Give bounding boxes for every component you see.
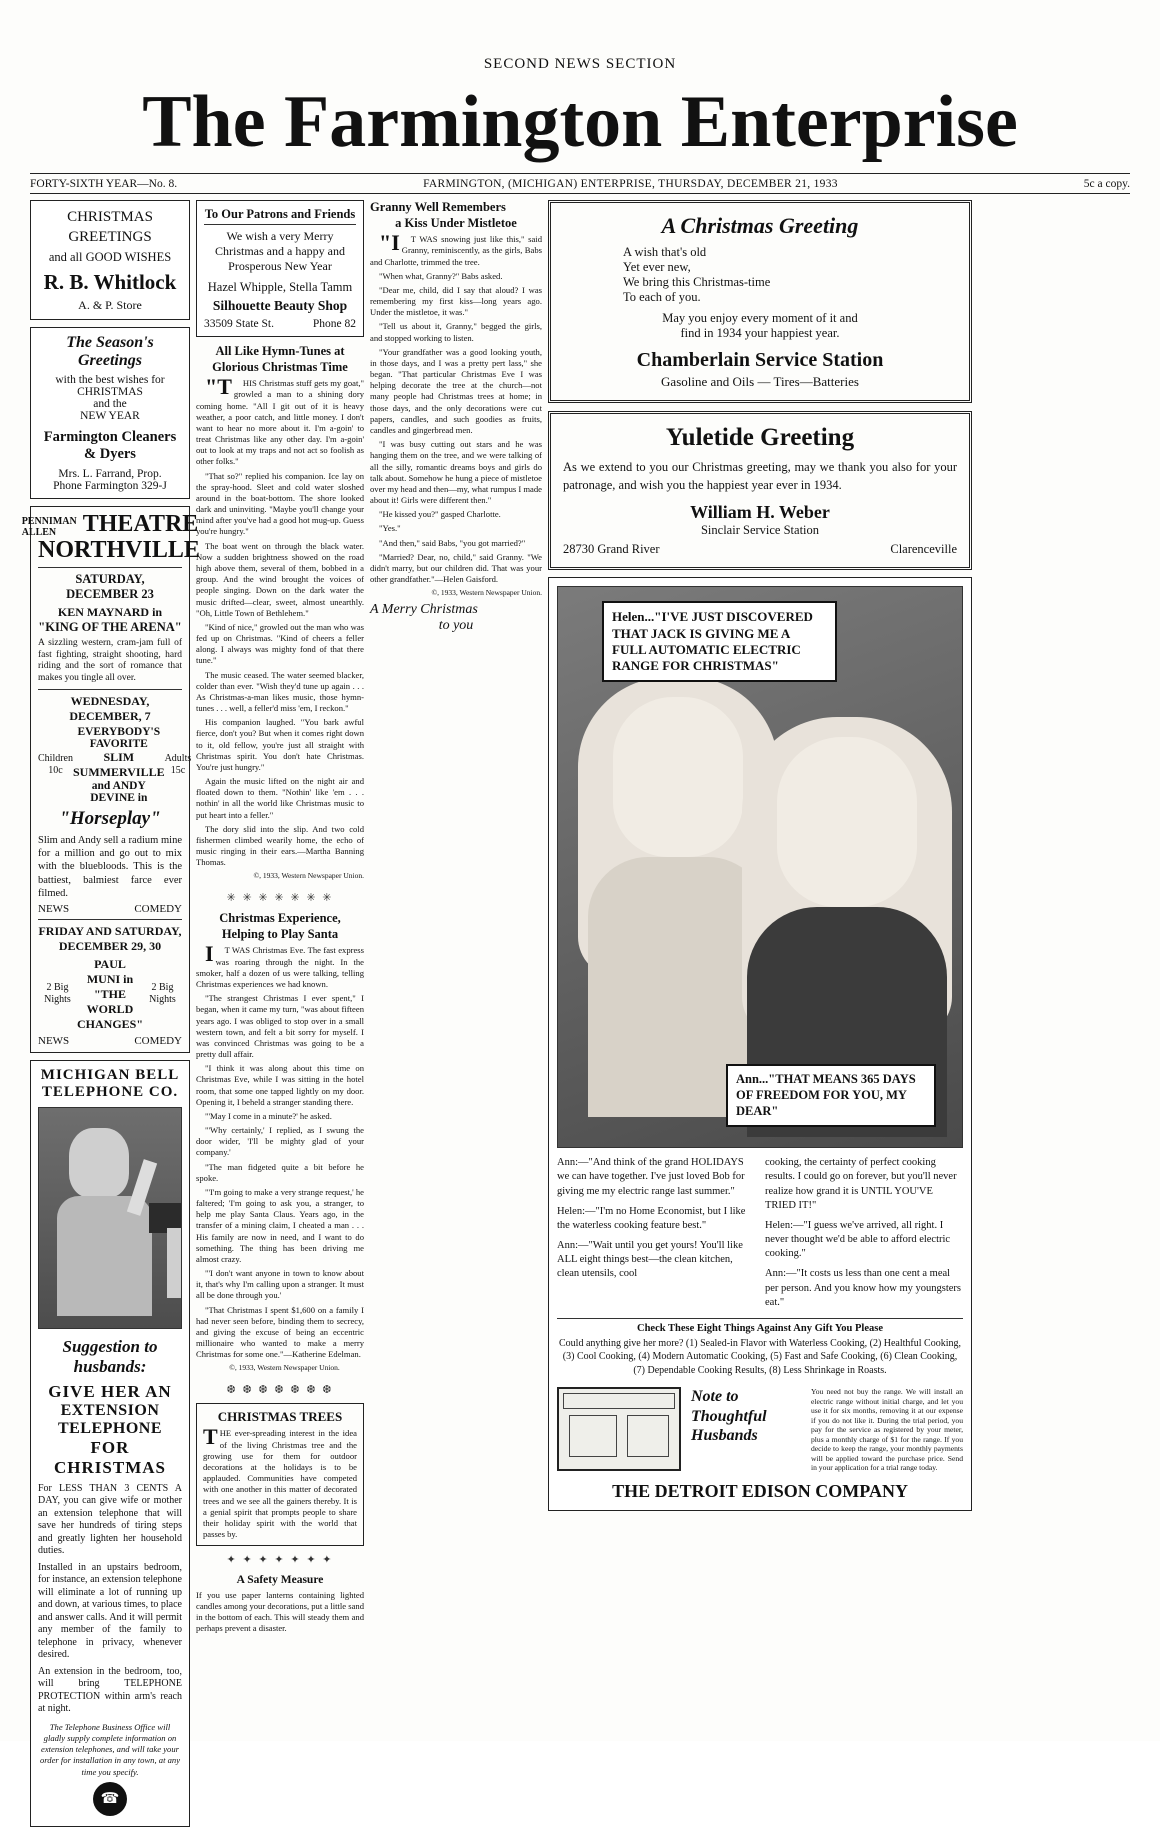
adults-label: Adults [164, 753, 192, 765]
cleaners-line-2: and the [93, 397, 127, 410]
theatre-news-1: NEWS [38, 902, 70, 915]
edison-footer [557, 1387, 963, 1472]
patrons-head: To Our Patrons and Friends [204, 207, 356, 225]
electric-range-icon [557, 1387, 681, 1471]
whitlock-name: R. B. Whitlock [43, 269, 177, 294]
theatre-fav: EVERYBODY'S FAVORITE [77, 726, 161, 751]
bell-company-line-1: MICHIGAN BELL [40, 1066, 180, 1083]
edison-photo [557, 586, 963, 1148]
cleaners-name: Farmington Cleaners & Dyers [43, 428, 177, 462]
bubble-ann: Ann..."THAT MEANS 365 DAYS OF FREEDOM FOR YOU, MY DEAR" [726, 1064, 936, 1127]
dateline-center: FARMINGTON, (MICHIGAN) ENTERPRISE, THURSDAY, DECEMBER 21, 1933 [423, 178, 838, 190]
ornament-divider-3: ✦ ✦ ✦ ✦ ✦ ✦ ✦ [226, 1554, 334, 1567]
hymn-p3: The boat went on through the black water. Now a sudden brightness showed on the road high above them, several of them, bobbed in a group. And the wind brought the voices of people singing. Down on the dark water the music drifted—clear, sweet, almost unearthly. "Oh, Little Town of Bethlehem." [196, 540, 364, 618]
weber-addr-right: Clarenceville [890, 542, 957, 557]
story-trees [196, 1403, 364, 1546]
edison-dlg-5: Helen:—"I guess we've arrived, all right. I never thought we'd be able to afford electric cooking." [765, 1219, 951, 1260]
masthead-title: The Farmington Enterprise [142, 81, 1018, 163]
ornament-divider-2: ❆ ❆ ❆ ❆ ❆ ❆ ❆ [226, 1384, 334, 1397]
cleaners-line-1: with the best wishes for CHRISTMAS [55, 373, 165, 398]
theatre-star-2b: and ANDY DEVINE in [90, 780, 148, 805]
tel-para-3: An extension in the bedroom, too, will bring TELEPHONE PROTECTION within arm's reach at night. [38, 1665, 182, 1715]
hymn-p5: The music ceased. The water seemed blacker, colder than ever. "Wish they'd tune up again . . . As Christmas-a-man likes music, those hymn-tunes . . . well, a feller'd miss 'em, I reckon." [196, 669, 364, 714]
santa-p8: "'I don't want anyone in town to know about it, that's why I'm calling upon a stranger. It must all be done through you.' [196, 1268, 364, 1301]
hymn-p8: The dory slid into the slip. And two cold fishermen climbed wearily home, the echo of music ringing in their ears.—Martha Banning Thomas. [196, 823, 364, 868]
hymn-p1: "THIS Christmas stuff gets my goat," growled a man to a shining dory coming home. "All I git out of it is heavy weather, a poor catch, and little money. I don't want to hear no more about it. I'm a-goin' to treat Christmas like any other day. I'm a-goin' out to look at my traps and not act so foolish as other folks." [196, 374, 364, 467]
chamberlain-sub: Gasoline and Oils — Tires—Batteries [661, 374, 859, 389]
patrons-line-3: Prosperous New Year [228, 259, 332, 273]
edison-dlg-1: Ann:—"And think of the grand HOLIDAYS we can have together. I've just loved Bob for giving me my electric range last summer." [557, 1157, 745, 1197]
ad-weber [548, 411, 972, 570]
hymn-p4: "Kind of nice," growled out the man who was fed up on Christmas. "Kind of cheers a feller along. I always was mighty fond of that there tune." [196, 621, 364, 666]
patrons-address: 33509 State St. [204, 318, 274, 330]
column-3 [370, 200, 542, 634]
edison-company: THE DETROIT EDISON COMPANY [612, 1480, 908, 1501]
granny-p10: "Married? Dear, no, child," said Granny. "We didn't marry, but our children did. That was your other grandfather."—Helen Gaisford. [370, 551, 542, 585]
merry-line-1: A Merry Christmas [370, 601, 478, 617]
edison-dlg-4: cooking, the certainty of perfect cooking results. I could go on forever, but you'll never realize how grand it is UNTIL YOU'VE TRIED IT!" [765, 1157, 957, 1211]
theatre-adults-price [165, 753, 192, 777]
theatre-comedy-1: COMEDY [134, 902, 182, 915]
ad-detroit-edison [548, 577, 972, 1511]
ad-theatre [21, 506, 200, 1053]
tel-para-2: Installed in an upstairs bedroom, for instance, an extension telephone will eliminate a lot of running up and down, at various times, to place and answer calls. And it will permit any member of the family to telephone in privacy, whenever desired. [38, 1561, 182, 1661]
theatre-star-3: PAUL MUNI in [86, 956, 134, 986]
granny-p3: "Dear me, child, did I say that aloud? I was remembering my first kiss—long years ago. Under the mistletoe, it was." [370, 284, 542, 318]
tel-head-2: EXTENSION TELEPHONE [57, 1401, 163, 1437]
hymn-head-2: Glorious Christmas Time [212, 359, 348, 374]
theatre-children-price [38, 753, 73, 777]
chamberlain-l5: May you enjoy every moment of it and [662, 311, 858, 325]
weber-sub: Sinclair Service Station [700, 523, 820, 538]
edison-dlg-2: Helen:—"I'm no Home Economist, but I like the waterless cooking feature best." [557, 1205, 746, 1231]
chamberlain-name: Chamberlain Service Station [636, 349, 884, 371]
tel-head-3: FOR CHRISTMAS [54, 1437, 166, 1477]
theatre-owner [22, 512, 77, 538]
granny-head-1: Granny Well Remembers [370, 200, 506, 214]
granny-p7: "He kissed you?" gasped Charlotte. [379, 509, 501, 520]
trees-body: THE ever-spreading interest in the idea of the living Christmas tree and the growing use for them for outdoor decorations at the holidays is to be applauded. Communities have competed with one another in this matter of decorated trees and we see all the gainers thereby. It is a genial spirit that prompts people to share their holiday spirit with the world that passes by. [203, 1424, 357, 1540]
theatre-date-2: WEDNESDAY, DECEMBER, 7 [69, 694, 151, 724]
dateline [0, 174, 1160, 190]
merry-line-2: to you [438, 617, 474, 633]
ad-whitlock [30, 200, 190, 320]
granny-credit: ©, 1933, Western Newspaper Union. [431, 588, 542, 598]
patrons-shop: Silhouette Beauty Shop [212, 298, 348, 313]
santa-credit: ©, 1933, Western Newspaper Union. [229, 1363, 340, 1373]
theatre-nights-left [38, 982, 77, 1006]
theatre-word: THEATRE [82, 510, 199, 537]
hymn-p2: "That so?" replied his companion. Ice lay on the spray-hood. Sleet and cold water sloshed around in the boat-bottom. The shore looked dark and uninviting. "Maybe you'll change your mind after you've had a good hot mug-up. Guess you're hungry." [196, 470, 364, 537]
theatre-date-3: FRIDAY AND SATURDAY, DECEMBER 29, 30 [38, 923, 182, 953]
trees-head: CHRISTMAS TREES [217, 1409, 343, 1425]
theatre-blurb-2: Slim and Andy sell a radium mine for a million and go out to mix with the bluebloods. This is the battiest, balmiest farce ever filmed. [38, 835, 182, 899]
ad-silhouette [196, 200, 364, 337]
bell-company-line-2: TELEPHONE CO. [41, 1083, 179, 1100]
cleaners-line-3: NEW YEAR [80, 409, 140, 422]
adults-amount: 15c [170, 765, 186, 777]
safety-head: A Safety Measure [236, 1574, 324, 1587]
theatre-news-2: NEWS [38, 1034, 70, 1047]
hymn-head-1: All Like Hymn-Tunes at [215, 344, 345, 358]
patrons-line-2: Christmas and a happy and [215, 244, 345, 258]
weber-body: As we extend to you our Christmas greeting, may we thank you also for your patronage, and wish you the happiest year ever in 1934. [563, 460, 957, 493]
santa-p4: "'May I come in a minute?' he asked. [205, 1110, 332, 1121]
theatre-comedy-2: COMEDY [134, 1034, 182, 1047]
nights-right-2: Nights [149, 994, 176, 1006]
granny-p9: "And then," said Babs, "you got married?" [379, 537, 526, 548]
granny-p2: "When what, Granny?" Babs asked. [379, 270, 503, 281]
column-right [548, 200, 972, 1511]
story-safety [196, 1573, 364, 1634]
suggestion-line: Suggestion to husbands: [62, 1336, 158, 1376]
tel-para-1: For LESS THAN 3 CENTS A DAY, you can give wife or mother an extension telephone that will save her hundreds of tiring steps and greatly lighten her household duties. [38, 1482, 182, 1557]
granny-p4: "Tell us about it, Granny," begged the girls, and stopped working to listen. [370, 321, 542, 343]
hymn-body [196, 374, 364, 881]
theatre-film-2: "Horseplay" [59, 808, 161, 830]
section-head: SECOND NEWS SECTION [483, 56, 677, 72]
children-amount: 10c [48, 765, 63, 777]
santa-p2: "The strangest Christmas I ever spent," I began, when it came my turn, "was about fifteen years ago. I was obliged to stop over in a small western town, and felt a bit sorry for myself. I was convinced Christmas was going to be a pretty dull affair. [196, 993, 364, 1060]
nights-left-1: 2 Big [46, 982, 69, 994]
santa-p7: "'I'm going to make a very strange request,' he faltered; 'I'm going to ask you, a stranger, to help me play Santa Claus. Years ago, in the transfer of a mining claim, I cheated a man . . . His family are now in need, and I want to do something. The thing has been driving me almost crazy. [196, 1186, 364, 1264]
chamberlain-l1: A wish that's old [623, 245, 707, 259]
patrons-phone: Phone 82 [312, 318, 356, 330]
note-to-husbands [691, 1387, 801, 1445]
theatre-film-1: "KING OF THE ARENA" [38, 619, 182, 634]
whitlock-store: A. & P. Store [78, 297, 142, 312]
ad-telephone [30, 1060, 190, 1827]
bell-logo-icon: ☎ [93, 1782, 127, 1816]
theatre-owner-1: PENNIMAN [21, 515, 77, 527]
patrons-names: Hazel Whipple, Stella Tamm [207, 280, 353, 294]
granny-p5: "Your grandfather was a good looking youth, in those days, and I was a pretty pert lass," she began. "That particular Christmas Eve I was helping decorate the tree at the church—not many people had Christmas trees at home; in those days, and the only decorations were cut papers, candles, and such goodies as fruits, candles and gingerbread men. [370, 346, 542, 435]
whitlock-line-3: and all GOOD WISHES [48, 249, 172, 264]
ad-cleaners [30, 327, 190, 499]
santa-p6: "The man fidgeted quite a bit before he spoke. [196, 1161, 364, 1183]
chamberlain-l4: To each of you. [623, 290, 701, 304]
theatre-owner-2: ALLEN [21, 526, 57, 538]
chamberlain-l2: Yet ever new, [623, 260, 691, 274]
weber-head: Yuletide Greeting [665, 424, 855, 451]
santa-p3: "I think it was along about this time on Christmas Eve, while I was sitting in the hotel room, that some one tapped lightly on my door. Opening it, I beheld a stranger standing there. [196, 1063, 364, 1107]
column-1 [21, 200, 200, 1827]
edison-check-body: Could anything give her more? (1) Sealed-in Flavor with Waterless Cooking, (2) Healthful Cooking, (3) Cool Cooking, (4) Modern Automatic Cooking, (5) Fast and Safe Cooking, (6) Clean Cooking, (7) Dependable Cooking Results, (8) Less Shrinkage in Roasts. [559, 1337, 961, 1376]
weber-addr-left: 28730 Grand River [563, 542, 660, 557]
theatre-film-3: "THE WORLD CHANGES" [77, 986, 144, 1031]
whitlock-line-1: CHRISTMAS [67, 209, 153, 225]
granny-p1: "IT WAS snowing just like this," said Granny, reminiscently, as the girls, Babs and Charlotte, trimmed the tree. [370, 230, 542, 267]
bubble-helen: Helen..."I'VE JUST DISCOVERED THAT JACK IS GIVING ME A FULL AUTOMATIC ELECTRIC RANGE FOR CHRISTMAS" [602, 601, 837, 682]
theatre-star-2a: SLIM SUMMERVILLE [73, 750, 165, 780]
tel-footer: The Telephone Business Office will gladly supply complete information on extension telephones, and will take your order for installation in any town, at any time you specify. [39, 1721, 181, 1777]
santa-p1: IT WAS Christmas Eve. The fast express was roaring through the night. In the smoker, half a dozen of us were talking, telling Christmas experiences we had known. [196, 941, 364, 989]
santa-body [196, 941, 364, 1373]
safety-body: If you use paper lanterns containing lighted candles among your decorations, put a little sand in the bottom of each. This will steady them and perhaps prevent a disaster. [196, 1589, 365, 1634]
granny-p8: "Yes." [379, 523, 401, 534]
granny-p6: "I was busy cutting out stars and he was hanging them on the tree, and we were talking of all the silly, romantic dreams boys and girls do talk about. Somehow he hung a piece of mistletoe over my head and then—my, what rumpus I made about it! Girls were different then." [370, 439, 542, 506]
note-line-3: Husbands [691, 1426, 758, 1444]
santa-head-2: Helping to Play Santa [221, 926, 339, 941]
theatre-nights-right [143, 982, 182, 1006]
hymn-p6: His companion laughed. "You bark awful fierce, don't you? But when it comes right down to it, old fellow, you're just all straight with Christmas spirit. You don't hate Christmas. You're just hungry." [196, 717, 364, 772]
patrons-line-1: We wish a very Merry [226, 229, 334, 243]
column-2 [196, 200, 364, 1634]
cleaners-head: The Season's Greetings [66, 333, 154, 369]
weber-name: William H. Weber [690, 502, 830, 523]
telephone-photo [38, 1107, 182, 1329]
edison-check-title: Check These Eight Things Against Any Gift You Please [636, 1322, 884, 1334]
granny-body [370, 230, 542, 598]
edison-dialogue [557, 1156, 963, 1310]
edison-fine-print: You need not buy the range. We will install an electric range without initial charge, and let you use it for six months, removing it at our expense if you do not like it. During the trial period, you pay for the service as registered by your meter, plus a monthly charge of $1 for the range. If you decide to keep the range, your monthly payments will be applied toward the purchase price. Send in your application for a trial range today. [811, 1387, 963, 1473]
hymn-credit: ©, 1933, Western Newspaper Union. [253, 871, 364, 881]
santa-p5: "'Why certainly,' I replied, as I swung the door wider, 'I'll be mighty glad of your company.' [196, 1125, 364, 1158]
chamberlain-l3: We bring this Christmas-time [623, 275, 771, 289]
theatre-blurb-1: A sizzling western, cram-jam full of fast fighting, straight shooting, hard riding and the sort of romance that makes you tingle all over. [38, 637, 182, 684]
story-granny [370, 200, 542, 634]
chamberlain-l6: find in 1934 your happiest year. [680, 326, 840, 340]
ad-chamberlain [548, 200, 972, 403]
theatre-header [21, 510, 199, 538]
granny-head-2: a Kiss Under Mistletoe [395, 215, 517, 230]
chamberlain-head: A Christmas Greeting [661, 213, 859, 238]
nights-left-2: Nights [44, 994, 71, 1006]
cleaners-phone: Phone Farmington 329-J [53, 479, 167, 492]
story-hymn [196, 344, 364, 884]
note-line-1: Note to [691, 1388, 739, 1406]
dateline-right: 5c a copy. [1083, 178, 1130, 190]
theatre-date-1: SATURDAY, DECEMBER 23 [66, 571, 154, 601]
note-line-2: Thoughtful [691, 1407, 767, 1425]
story-santa [196, 911, 364, 1376]
santa-head-1: Christmas Experience, [219, 911, 341, 926]
edison-dlg-3: Ann:—"Wait until you get yours! You'll like ALL eight things best—the clean kitchen, clean utensils, cool [557, 1240, 743, 1280]
santa-p9: "That Christmas I spent $1,600 on a family I had never seen before, binding them to secrecy, and giving the excuse of being an eccentric millionaire who wanted to make a merry Christmas for some one."—Katherine Edelman. [196, 1304, 364, 1360]
tel-head-1: GIVE HER AN [48, 1381, 172, 1401]
page-columns [0, 194, 1160, 1837]
nights-right-1: 2 Big [151, 982, 174, 994]
edison-dlg-6: Ann:—"It costs us less than one cent a meal per person. And you know how my youngsters eat." [765, 1268, 961, 1308]
children-label: Children [38, 753, 73, 765]
whitlock-line-2: GREETINGS [68, 229, 152, 246]
theatre-star-1: KEN MAYNARD in [57, 604, 163, 619]
ornament-divider-1: ✳ ✳ ✳ ✳ ✳ ✳ ✳ [226, 892, 334, 905]
cleaners-prop: Mrs. L. Farrand, Prop. [58, 467, 162, 480]
dateline-left: FORTY-SIXTH YEAR—No. 8. [30, 178, 178, 190]
hymn-p7: Again the music lifted on the night air and floated down to them. "Nothin' like 'em . . . nothin' in all the world like Christmas music to put heart into a feller." [196, 776, 364, 820]
theatre-city: NORTHVILLE [38, 536, 200, 563]
